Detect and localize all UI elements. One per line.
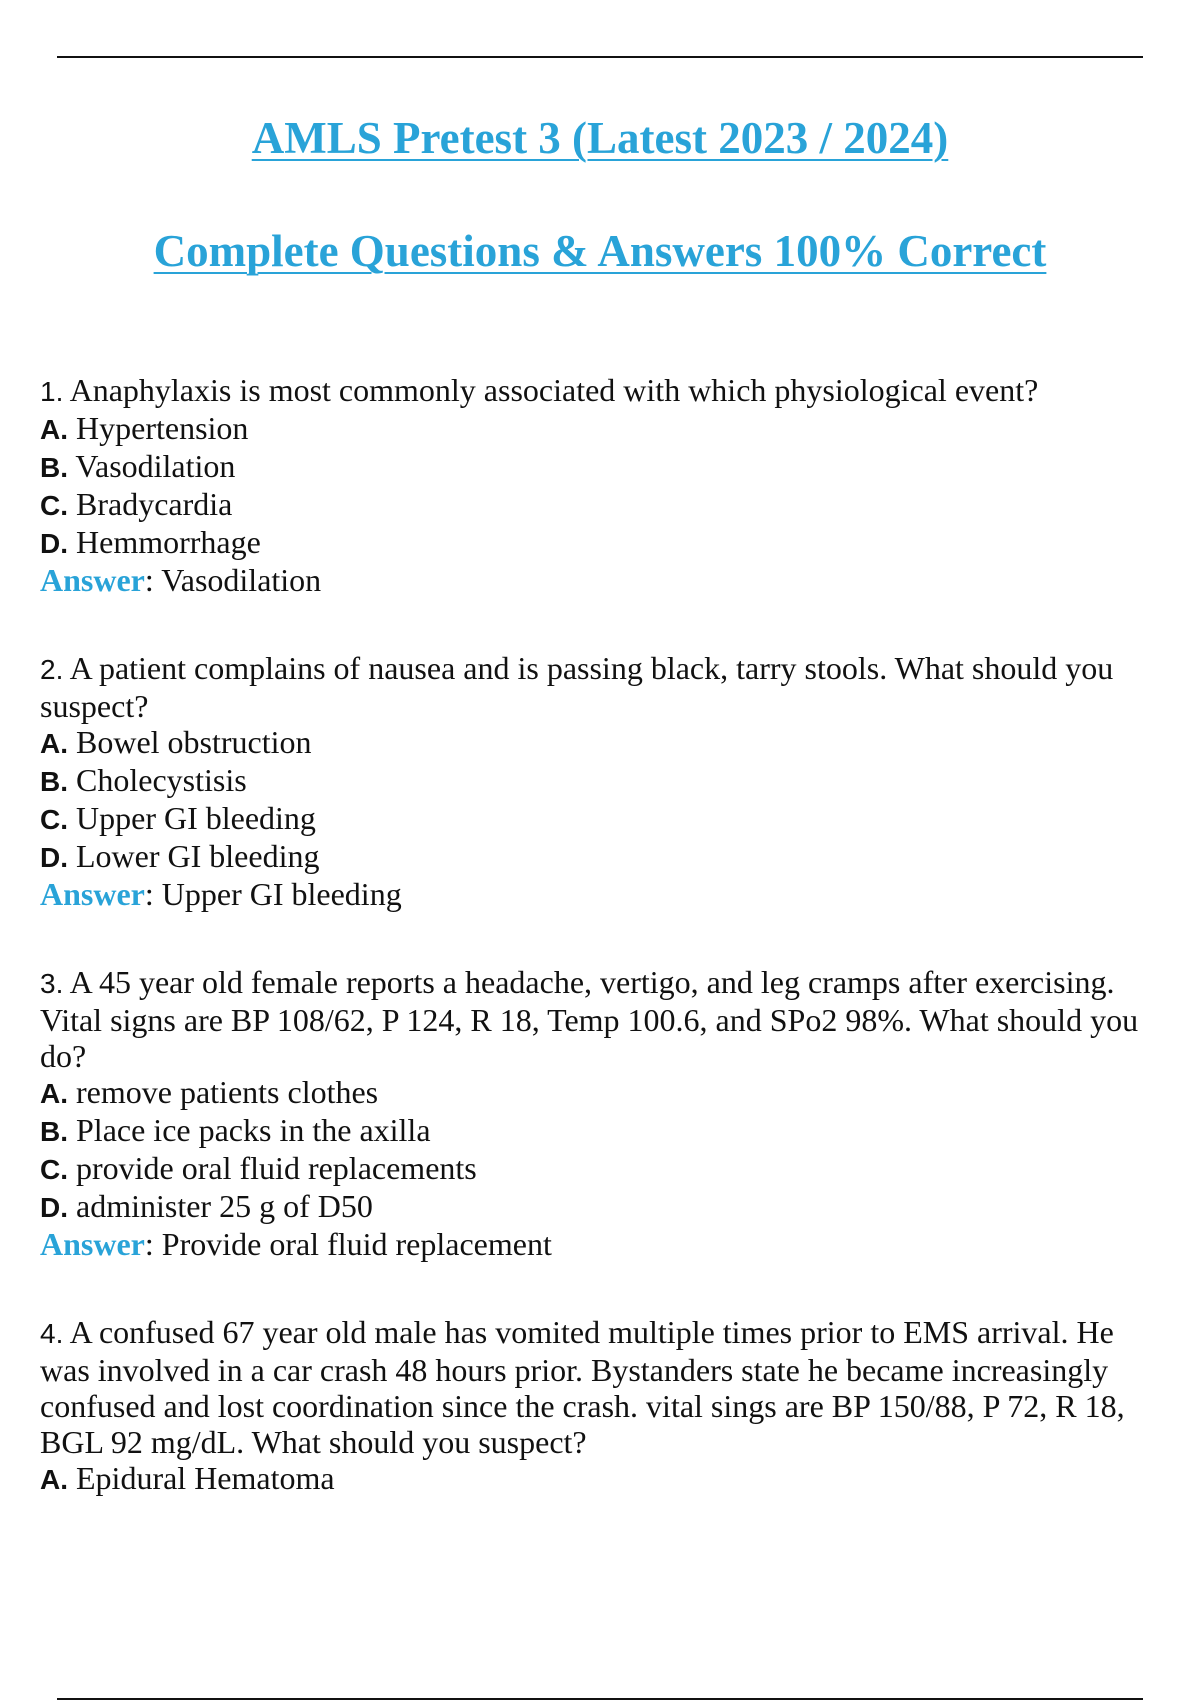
answer-text: Upper GI bleeding (161, 876, 402, 912)
answer-label: Answer (40, 562, 145, 598)
option-letter: D. (40, 1192, 68, 1223)
question-4 (40, 1314, 1170, 1498)
option-b (40, 1112, 1170, 1150)
option-text: Bradycardia (76, 486, 233, 522)
question-prompt: A 45 year old female reports a headache, vertigo, and leg cramps after exercising. Vital signs are BP 108/62, P 124, R 18, Temp 100.6, and SPo2 98%. What should you do? (40, 964, 1139, 1074)
answer-label: Answer (40, 1226, 145, 1262)
top-rule (57, 56, 1143, 58)
option-a (40, 1074, 1170, 1112)
question-3 (40, 964, 1170, 1262)
question-1 (40, 372, 1170, 598)
question-list (40, 372, 1170, 1550)
option-text: Hemmorrhage (76, 524, 261, 560)
option-letter: A. (40, 1464, 68, 1495)
question-2 (40, 650, 1170, 912)
option-c (40, 486, 1170, 524)
answer: Answer: Provide oral fluid replacement (40, 1226, 552, 1262)
option-text: Epidural Hematoma (76, 1460, 335, 1496)
option-a (40, 1460, 1170, 1498)
option-text: Upper GI bleeding (76, 800, 316, 836)
option-text: Hypertension (76, 410, 249, 446)
option-text: Bowel obstruction (76, 724, 312, 760)
answer-label: Answer (40, 876, 145, 912)
question-prompt: A confused 67 year old male has vomited multiple times prior to EMS arrival. He was involved in a car crash 48 hours prior. Bystanders state he became increasingly confused and lost coordination since the crash. vital sings are BP 150/88, P 72, R 18, BGL 92 mg/dL. What should you suspect? (40, 1314, 1125, 1460)
option-letter: A. (40, 728, 68, 759)
option-b (40, 762, 1170, 800)
option-letter: B. (40, 1116, 68, 1147)
option-letter: A. (40, 414, 68, 445)
option-letter: A. (40, 1078, 68, 1109)
option-d (40, 838, 1170, 876)
question-text (40, 964, 1170, 1074)
option-text: Lower GI bleeding (76, 838, 320, 874)
option-letter: C. (40, 804, 68, 835)
option-text: remove patients clothes (76, 1074, 379, 1110)
option-a (40, 724, 1170, 762)
answer-text: Vasodilation (161, 562, 322, 598)
option-letter: B. (40, 452, 68, 483)
option-b (40, 448, 1170, 486)
option-letter: D. (40, 528, 68, 559)
question-prompt: Anaphylaxis is most commonly associated with which physiological event? (69, 372, 1039, 408)
answer: Answer: Vasodilation (40, 562, 322, 598)
option-text: Cholecystisis (76, 762, 247, 798)
option-text: Vasodilation (75, 448, 236, 484)
option-d (40, 1188, 1170, 1226)
question-number: 3. (40, 968, 64, 999)
option-d (40, 524, 1170, 562)
option-c (40, 1150, 1170, 1188)
document-subtitle: Complete Questions & Answers 100% Correct (153, 226, 1047, 276)
question-text (40, 1314, 1170, 1460)
document-title: AMLS Pretest 3 (Latest 2023 / 2024) (251, 113, 949, 163)
answer: Answer: Upper GI bleeding (40, 876, 402, 912)
question-number: 1. (40, 376, 64, 407)
question-text (40, 372, 1170, 410)
option-letter: B. (40, 766, 68, 797)
option-text: provide oral fluid replacements (76, 1150, 477, 1186)
question-number: 2. (40, 654, 64, 685)
option-text: Place ice packs in the axilla (76, 1112, 431, 1148)
question-number: 4. (40, 1318, 64, 1349)
question-prompt: A patient complains of nausea and is passing black, tarry stools. What should you suspect? (40, 650, 1114, 724)
option-letter: C. (40, 490, 68, 521)
option-letter: D. (40, 842, 68, 873)
option-a (40, 410, 1170, 448)
option-letter: C. (40, 1154, 68, 1185)
answer-text: Provide oral fluid replacement (161, 1226, 552, 1262)
question-text (40, 650, 1170, 724)
option-c (40, 800, 1170, 838)
option-text: administer 25 g of D50 (76, 1188, 373, 1224)
